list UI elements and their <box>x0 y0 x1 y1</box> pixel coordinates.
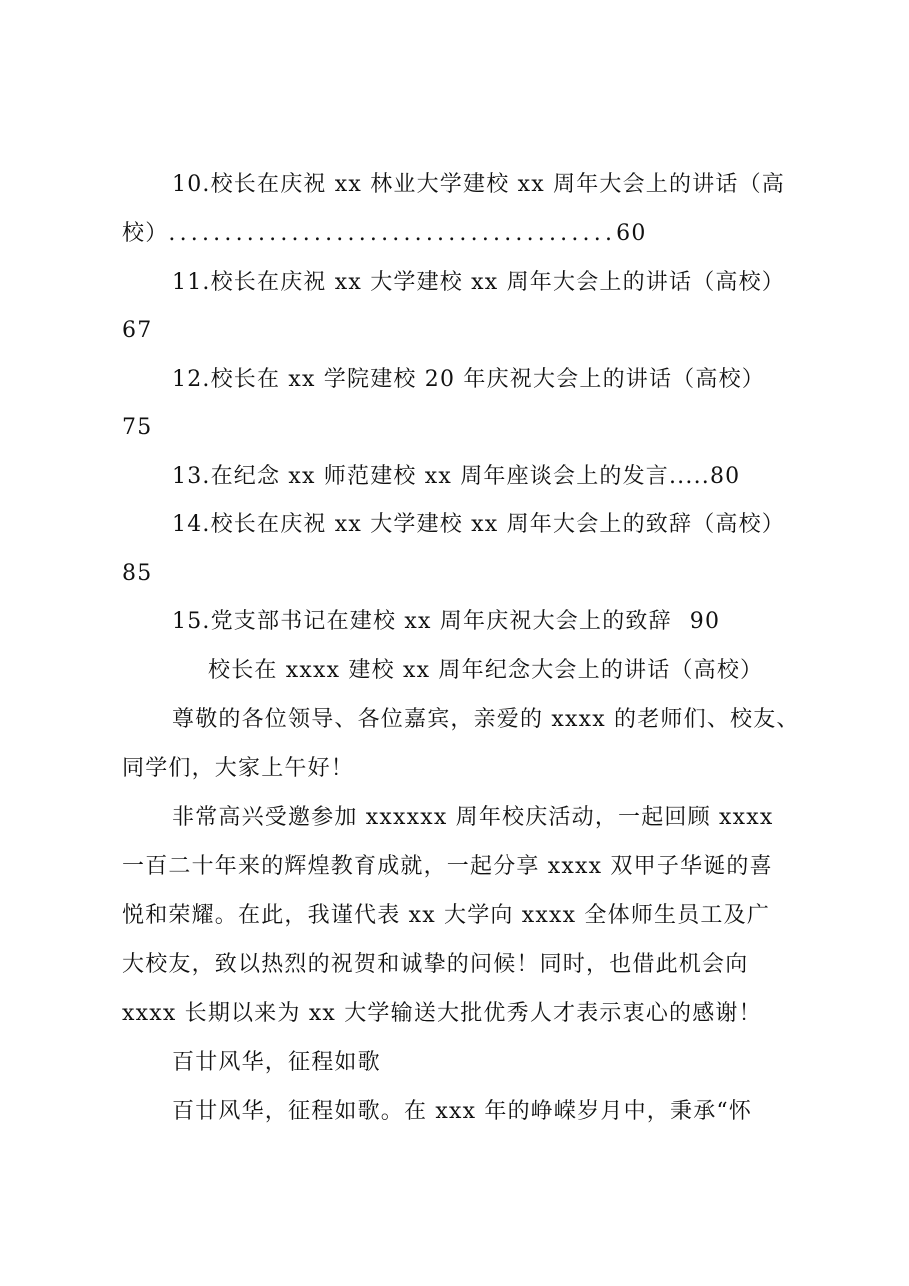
paragraph-1-line-2: 一百二十年来的辉煌教育成就，一起分享 xxxx 双甲子华诞的喜 <box>122 854 773 879</box>
toc-entry-10-page: 60 <box>616 221 647 246</box>
toc-entry-14[interactable]: 14.校长在庆祝 xx 大学建校 xx 周年大会上的致辞（高校） <box>172 512 785 537</box>
toc-entry-12-page[interactable]: 75 <box>122 415 153 440</box>
section-heading: 百廿风华，征程如歌 <box>172 1050 381 1075</box>
paragraph-1-line-5: xxxx 长期以来为 xx 大学输送大批优秀人才表示衷心的感谢！ <box>122 1001 762 1026</box>
toc-entry-15-title: 15.党支部书记在建校 xx 周年庆祝大会上的致辞 <box>172 609 672 634</box>
paragraph-1-line-3: 悦和荣耀。在此，我谨代表 xx 大学向 xxxx 全体师生员工及广 <box>122 903 771 928</box>
paragraph-1-line-4: 大校友，致以热烈的祝贺和诚挚的问候！同时，也借此机会向 <box>122 952 749 977</box>
toc-entry-15-page: 90 <box>689 609 721 634</box>
toc-entry-10-line2[interactable] <box>122 219 647 249</box>
paragraph-2-line-1: 百廿风华，征程如歌。在 xxx 年的峥嵘岁月中，秉承“怀 <box>172 1099 753 1124</box>
toc-leader-dots: ........................................ <box>168 221 617 246</box>
greeting-line-1: 尊敬的各位领导、各位嘉宾，亲爱的 xxxx 的老师们、校友、 <box>172 707 800 732</box>
paragraph-1-line-1: 非常高兴受邀参加 xxxxxx 周年校庆活动，一起回顾 xxxx <box>172 805 774 830</box>
greeting-line-2: 同学们，大家上午好！ <box>122 756 355 781</box>
toc-entry-15[interactable] <box>172 607 720 637</box>
article-title: 校长在 xxxx 建校 xx 周年纪念大会上的讲话（高校） <box>208 658 764 683</box>
toc-entry-13[interactable]: 13.在纪念 xx 师范建校 xx 周年座谈会上的发言.....80 <box>172 464 741 489</box>
toc-entry-12[interactable]: 12.校长在 xx 学院建校 20 年庆祝大会上的讲话（高校） <box>172 367 765 392</box>
toc-entry-11[interactable]: 11.校长在庆祝 xx 大学建校 xx 周年大会上的讲话（高校） <box>172 270 785 295</box>
toc-entry-10-line1[interactable]: 10.校长在庆祝 xx 林业大学建校 xx 周年大会上的讲话（高 <box>172 172 785 197</box>
toc-entry-10-continuation: 校） <box>122 221 169 246</box>
toc-entry-11-page[interactable]: 67 <box>122 318 153 343</box>
toc-entry-14-page[interactable]: 85 <box>122 561 153 586</box>
